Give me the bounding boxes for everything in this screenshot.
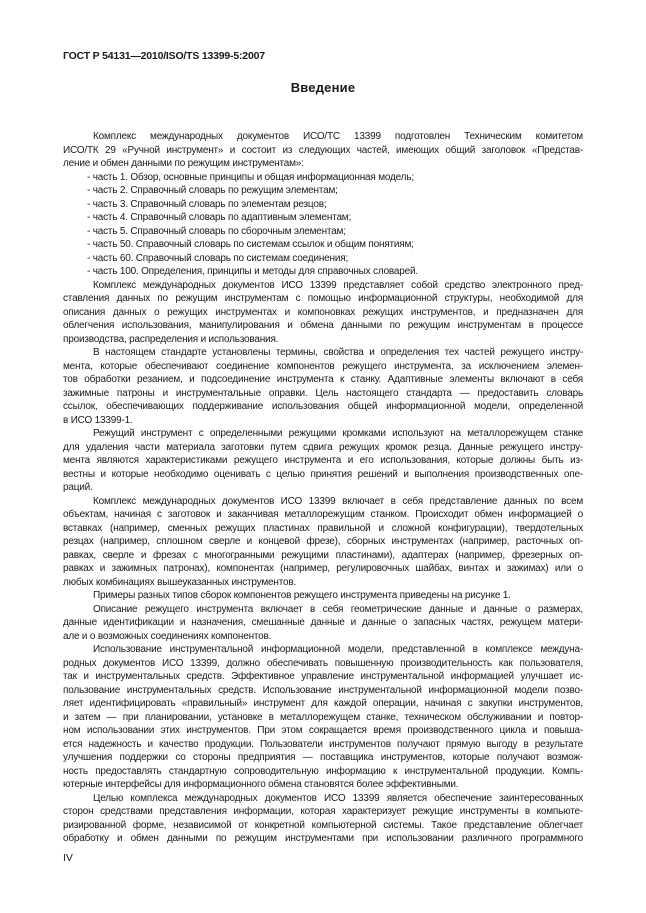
text-line: Режущий инструмент с определенными режущими кромками используют на металлорежущем станке	[93, 428, 583, 439]
body-text	[63, 130, 583, 846]
list-item	[63, 211, 583, 225]
text-line: Комплекс международных документов ИСО/ТС 13399 подготовлен Техническим комитетом	[93, 131, 583, 142]
text-line: - часть 4. Справочный словарь по адаптивным элементам;	[87, 212, 352, 223]
text-line: ризированной форме, независимой от конкретной компьютерной системы. Такое представление облегчает	[63, 819, 583, 831]
text-line: любых комбинациях вышеуказанных инструментов.	[63, 576, 297, 588]
text-line: облегчения использования, манипулирования и обмена данными по режущим инструментам в процессе	[63, 320, 583, 331]
paragraph	[63, 603, 583, 644]
text-line: равках и зажимных патронах), компонентах (например, регулировочных шайбах, винтах и зажимах) или о	[63, 563, 583, 574]
text-line: але и о возможных соединениях компонентов.	[63, 630, 272, 642]
text-line: - часть 1. Обзор, основные принципы и общая информационная модель;	[87, 171, 414, 183]
text-line: ность предоставлять стандартную сопроводительную информацию к инструментальной продукции. Компь-	[63, 765, 583, 777]
text-line: ном использовании этих инструментов. При этом сокращается время производственного цикла и повыша-	[63, 725, 583, 736]
text-line: - часть 2. Справочный словарь по режущим элементам;	[87, 185, 338, 196]
list-item	[63, 184, 583, 198]
text-line: - часть 3. Справочный словарь по элементам резцов;	[87, 198, 327, 210]
section-title: Введение	[290, 80, 356, 95]
list-item	[63, 198, 583, 212]
list-item	[63, 252, 583, 266]
text-line: ляет идентифицировать «правильный» инструмент для каждой операции, начиная с закупки инструментов,	[63, 698, 583, 709]
page-content	[63, 130, 583, 865]
text-line: мента, которые обеспечивают соединение компонентов режущего инструмента, за исключением элемен-	[63, 360, 583, 372]
list-item	[63, 238, 583, 252]
text-line: ютерные интерфейсы для информационного обмена становятся более эффективными.	[63, 779, 459, 790]
paragraph	[63, 589, 583, 603]
text-line: так и инструментальных средств. Эффективное управление инструментальной информацией улучшает ис-	[63, 671, 583, 682]
page-number: IV	[63, 851, 73, 864]
text-line: вестны и которые необходимо оценивать с целью принятия решений и выполнения производственных опе-	[63, 468, 583, 480]
text-line: Целью комплекса международных документов ИСО 13399 является обеспечение заинтересованных	[93, 792, 583, 804]
text-line: родных документов ИСО 13399, должно обеспечивать повышенную производительность как пользователя,	[63, 657, 583, 669]
text-line: данные идентификации и назначения, смешанные данные и данные о запасных частях, режущем матери-	[63, 617, 583, 628]
text-line: для удаления части материала заготовки путем сдвига режущих кромок резца. Данные режущего инстру-	[63, 441, 583, 453]
text-line: - часть 100. Определения, принципы и методы для справочных словарей.	[87, 266, 418, 277]
paragraph	[63, 346, 583, 427]
text-line: пользование инструментальных средств. Использование инструментальной информационной модели позво-	[63, 684, 583, 696]
text-line: ссылок, обеспечивающих поддерживание использования общей информационной модели, определенной	[63, 401, 583, 412]
text-line: зажимные патроны и инструментальные оправки. Цель настоящего стандарта — предоставить словарь	[63, 387, 583, 399]
text-line: Комплекс международных документов ИСО 13399 представляет собой средство электронного пред-	[93, 279, 583, 291]
text-line: Использование инструментальной информационной модели, представленной в комплексе междуна-	[93, 644, 583, 655]
list-item	[63, 225, 583, 239]
text-line: вставках (например, сменных режущих пластинах правильной и сложной конфигурации), твердотельных	[63, 522, 583, 534]
text-line: - часть 60. Справочный словарь по системам соединения;	[87, 252, 349, 264]
paragraph	[63, 427, 583, 495]
text-line: в ИСО 13399-1.	[63, 414, 133, 426]
text-line: Примеры разных типов сборок компонентов режущего инструмента приведены на рисунке 1.	[93, 590, 511, 601]
text-line: - часть 5. Справочный словарь по сборочным элементам;	[87, 225, 346, 237]
text-line: обработку и обмен данными по режущим инструментами при использовании различного программного	[63, 833, 583, 844]
document-header: ГОСТ Р 54131—2010/ISO/TS 13399-5:2007	[63, 50, 265, 62]
paragraph	[63, 495, 583, 590]
text-line: ИСО/ТК 29 «Ручной инструмент» и состоит из следующих частей, имеющих общий заголовок «Представ-	[63, 144, 583, 156]
text-line: резцах (например, сплошном сверле и концевой фрезе), сборных инструментах (например, расточных оп-	[63, 536, 583, 547]
paragraph	[63, 279, 583, 347]
text-line: улучшения поддержки со стороны предприятия — поставщика инструментов, которые получают возмож-	[63, 752, 583, 763]
text-line: раций.	[63, 482, 93, 493]
text-line: - часть 50. Справочный словарь по системам ссылок и общим понятиям;	[87, 239, 414, 250]
text-line: производства, распределения и использования.	[63, 333, 279, 345]
list-item	[63, 171, 583, 185]
paragraph	[63, 643, 583, 792]
paragraph	[63, 792, 583, 846]
text-line: В настоящем стандарте установлены термины, свойства и определения тех частей режущего инстру-	[93, 347, 583, 358]
text-line: мента являются характеристиками режущего инструмента и его использования, которые должны быть из-	[63, 455, 583, 466]
text-line: ставления данных по режущим инструментам с помощью информационной структуры, необходимой для	[63, 293, 583, 304]
text-line: описания данных о режущих инструментах и компоновках режущих инструментов, и предназначен для	[63, 306, 583, 318]
text-line: равках, сверле и фрезах с многогранными режущими пластинами), адаптерах (например, фрезерных оп-	[63, 549, 583, 561]
text-line: Описание режущего инструмента включает в себя геометрические данные и данные о размерах,	[93, 603, 583, 615]
text-line: объектам, начиная с заготовок и заканчивая металлорежущим станком. Происходит обмен информацией о	[63, 509, 583, 520]
text-line: ется надежность и качество продукции. Пользователи инструментов получают прямую выгоду в результате	[63, 738, 583, 750]
text-line: тов обработки резанием, и подсоединение инструмента к станку. Адаптивные элементы включают в себя	[63, 374, 583, 385]
text-line: Комплекс международных документов ИСО 13399 включает в себя представление данных по всем	[93, 495, 583, 507]
text-line: сторон средствами представления информации, которая характеризует режущие инструменты в компьюте-	[63, 806, 583, 817]
text-line: и затем — при планировании, установке в металлорежущем станке, техническом обслуживании и повтор-	[63, 711, 583, 723]
text-line: ление и обмен данными по режущим инструментам»:	[63, 158, 304, 169]
paragraph	[63, 130, 583, 171]
list-item	[63, 265, 583, 279]
